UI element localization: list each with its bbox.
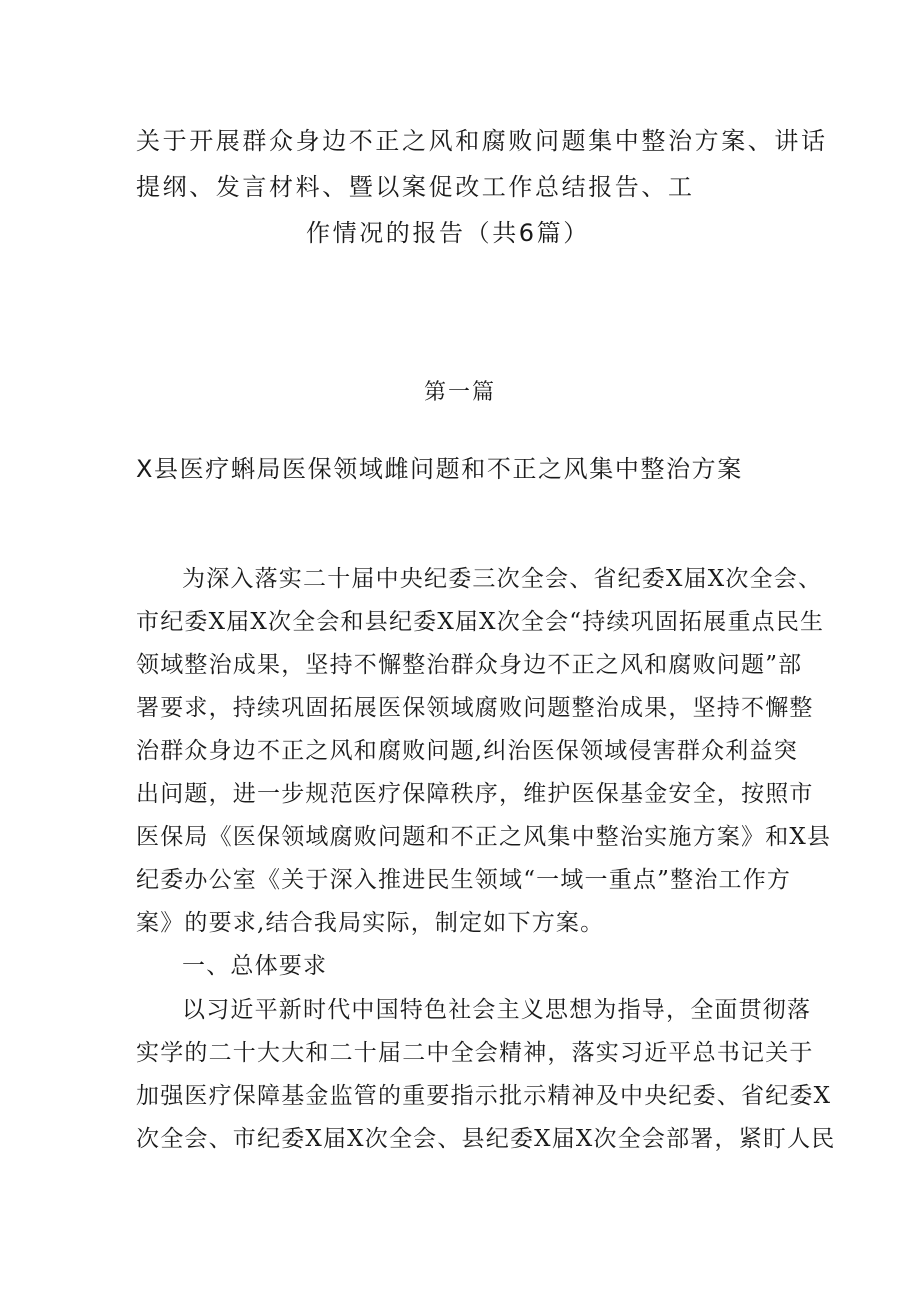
- document-title-line-3: 作情况的报告（共6篇）: [306, 219, 590, 247]
- paragraph-line: 实学的二十大大和二十届二中全会精神，落实习近平总书记关于: [136, 1040, 814, 1066]
- paragraph-line: 署要求，持续巩固拓展医保领域腐败问题整治成果，坚持不懈整: [136, 695, 814, 721]
- section-doc-title: X县医疗蝌局医保领域雌问题和不正之风集中整治方案: [136, 455, 743, 483]
- document-title-line-1: 关于开展群众身边不正之风和腐败问题集中整治方案、讲话: [136, 127, 828, 155]
- paragraph-line: 次全会、市纪委X届X次全会、县纪委X届X次全会部署，紧盯人民: [136, 1126, 836, 1152]
- paragraph-line: 治群众身边不正之风和腐败问题,纠治医保领域侵害群众利益突: [136, 738, 798, 764]
- paragraph-line: 为深入落实二十届中央纪委三次全会、省纪委X届X次全会、: [182, 566, 823, 592]
- paragraph-line: 出问题，进一步规范医疗保障秩序，维护医保基金安全，按照市: [136, 781, 814, 807]
- paragraph-line: 以习近平新时代中国特色社会主义思想为指导，全面贯彻落: [182, 997, 812, 1023]
- paragraph-line: 领域整治成果，坚持不懈整治群众身边不正之风和腐败问题”部: [136, 652, 803, 678]
- paragraph-line: 医保局《医保领域腐败问题和不正之风集中整治实施方案》和X县: [136, 824, 832, 850]
- paragraph-line: 案》的要求,结合我局实际，制定如下方案。: [136, 910, 605, 936]
- paragraph-line: 市纪委X届X次全会和县纪委X届X次全会“持续巩固拓展重点民生: [136, 609, 825, 635]
- section-heading: 一、总体要求: [182, 953, 328, 979]
- document-title-line-2: 提纲、发言材料、暨以案促改工作总结报告、工: [136, 173, 695, 201]
- paragraph-line: 加强医疗保障基金监管的重要指示批示精神及中央纪委、省纪委X: [136, 1083, 832, 1109]
- section-label: 第一篇: [423, 380, 496, 405]
- paragraph-line: 纪委办公室《关于深入推进民生领域“一域一重点”整治工作方: [136, 867, 792, 893]
